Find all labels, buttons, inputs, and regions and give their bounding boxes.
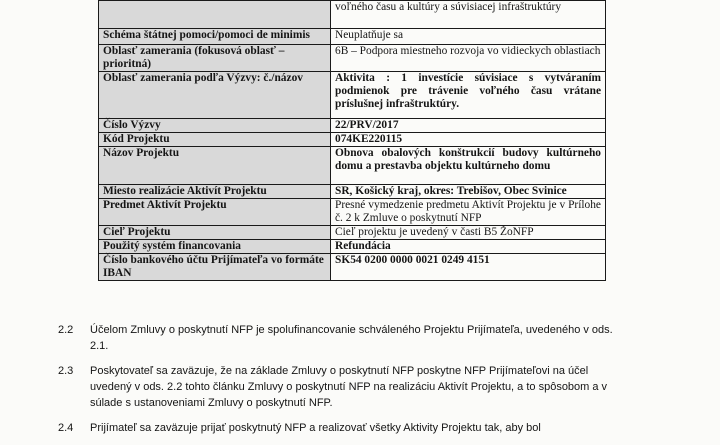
row-label: Číslo Výzvy (99, 119, 331, 133)
table-row (99, 133, 606, 147)
row-value: SR, Košický kraj, okres: Trebišov, Obec Svinice (331, 185, 606, 199)
paragraph (58, 420, 618, 436)
paragraph (58, 363, 618, 411)
paragraph-number: 2.3 (58, 365, 74, 377)
paragraph-text: Poskytovateľ sa zaväzuje, že na základe Zmluvy o poskytnutí NFP poskytne NFP Prijímateľovi na účel uvedený v ods. 2.2 tohto článku Zmluvy o poskytnutí NFP na realizáciu Aktivít Projektu, a to spôsobom a v súlade s ustanoveniami Zmluvy o poskytnutí NFP. (90, 365, 608, 409)
row-value: Presné vymedzenie predmetu Aktivít Projektu je v Prílohe č. 2 k Zmluve o poskytnutí NFP (331, 199, 606, 226)
table-row (99, 185, 606, 199)
paragraph (58, 322, 618, 354)
table-row (99, 147, 606, 185)
row-value: Obnova obalových konštrukcií budovy kultúrneho domu a prestavba objektu kultúrneho domu (331, 147, 606, 185)
table-row (99, 72, 606, 119)
row-value: 22/PRV/2017 (331, 119, 606, 133)
row-label (99, 1, 331, 29)
table-row (99, 254, 606, 281)
row-label: Predmet Aktivít Projektu (99, 199, 331, 226)
row-value: Neuplatňuje sa (331, 29, 606, 45)
project-info-table (98, 0, 606, 281)
row-label: Použitý systém financovania (99, 240, 331, 254)
row-value: 6B – Podpora miestneho rozvoja vo vidieckych oblastiach (331, 45, 606, 72)
paragraph-text: Účelom Zmluvy o poskytnutí NFP je spolufinancovanie schváleného Projektu Prijímateľa, uvedeného v ods. 2.1. (90, 324, 613, 352)
row-label: Schéma štátnej pomoci/pomoci de minimis (99, 29, 331, 45)
table-row (99, 199, 606, 226)
paragraph-number: 2.2 (58, 324, 74, 336)
table-row (99, 45, 606, 72)
row-value: Aktivita : 1 investície súvisiace s vytváraním podmienok pre trávenie voľného času vrátane príslušnej infraštruktúry. (331, 72, 606, 119)
row-label: Názov Projektu (99, 147, 331, 185)
contract-paragraphs (58, 322, 618, 445)
row-value: 074KE220115 (331, 133, 606, 147)
table-row (99, 1, 606, 29)
row-value: voľného času a kultúry a súvisiacej infraštruktúry (331, 1, 606, 29)
row-value: Refundácia (331, 240, 606, 254)
paragraph-text: Prijímateľ sa zaväzuje prijať poskytnutý NFP a realizovať všetky Aktivity Projektu tak, aby bol (90, 422, 541, 434)
row-value: SK54 0200 0000 0021 0249 4151 (331, 254, 606, 281)
row-label: Cieľ Projektu (99, 226, 331, 240)
row-label: Číslo bankového účtu Prijímateľa vo formáte IBAN (99, 254, 331, 281)
paragraph-number: 2.4 (58, 422, 74, 434)
row-label: Oblasť zamerania podľa Výzvy: č./názov (99, 72, 331, 119)
row-value: Cieľ projektu je uvedený v časti B5 ŽoNFP (331, 226, 606, 240)
table-row (99, 226, 606, 240)
row-label: Kód Projektu (99, 133, 331, 147)
row-label: Miesto realizácie Aktivít Projektu (99, 185, 331, 199)
table-row (99, 240, 606, 254)
table-row (99, 29, 606, 45)
row-label: Oblasť zamerania (fokusová oblasť – prioritná) (99, 45, 331, 72)
table-row (99, 119, 606, 133)
